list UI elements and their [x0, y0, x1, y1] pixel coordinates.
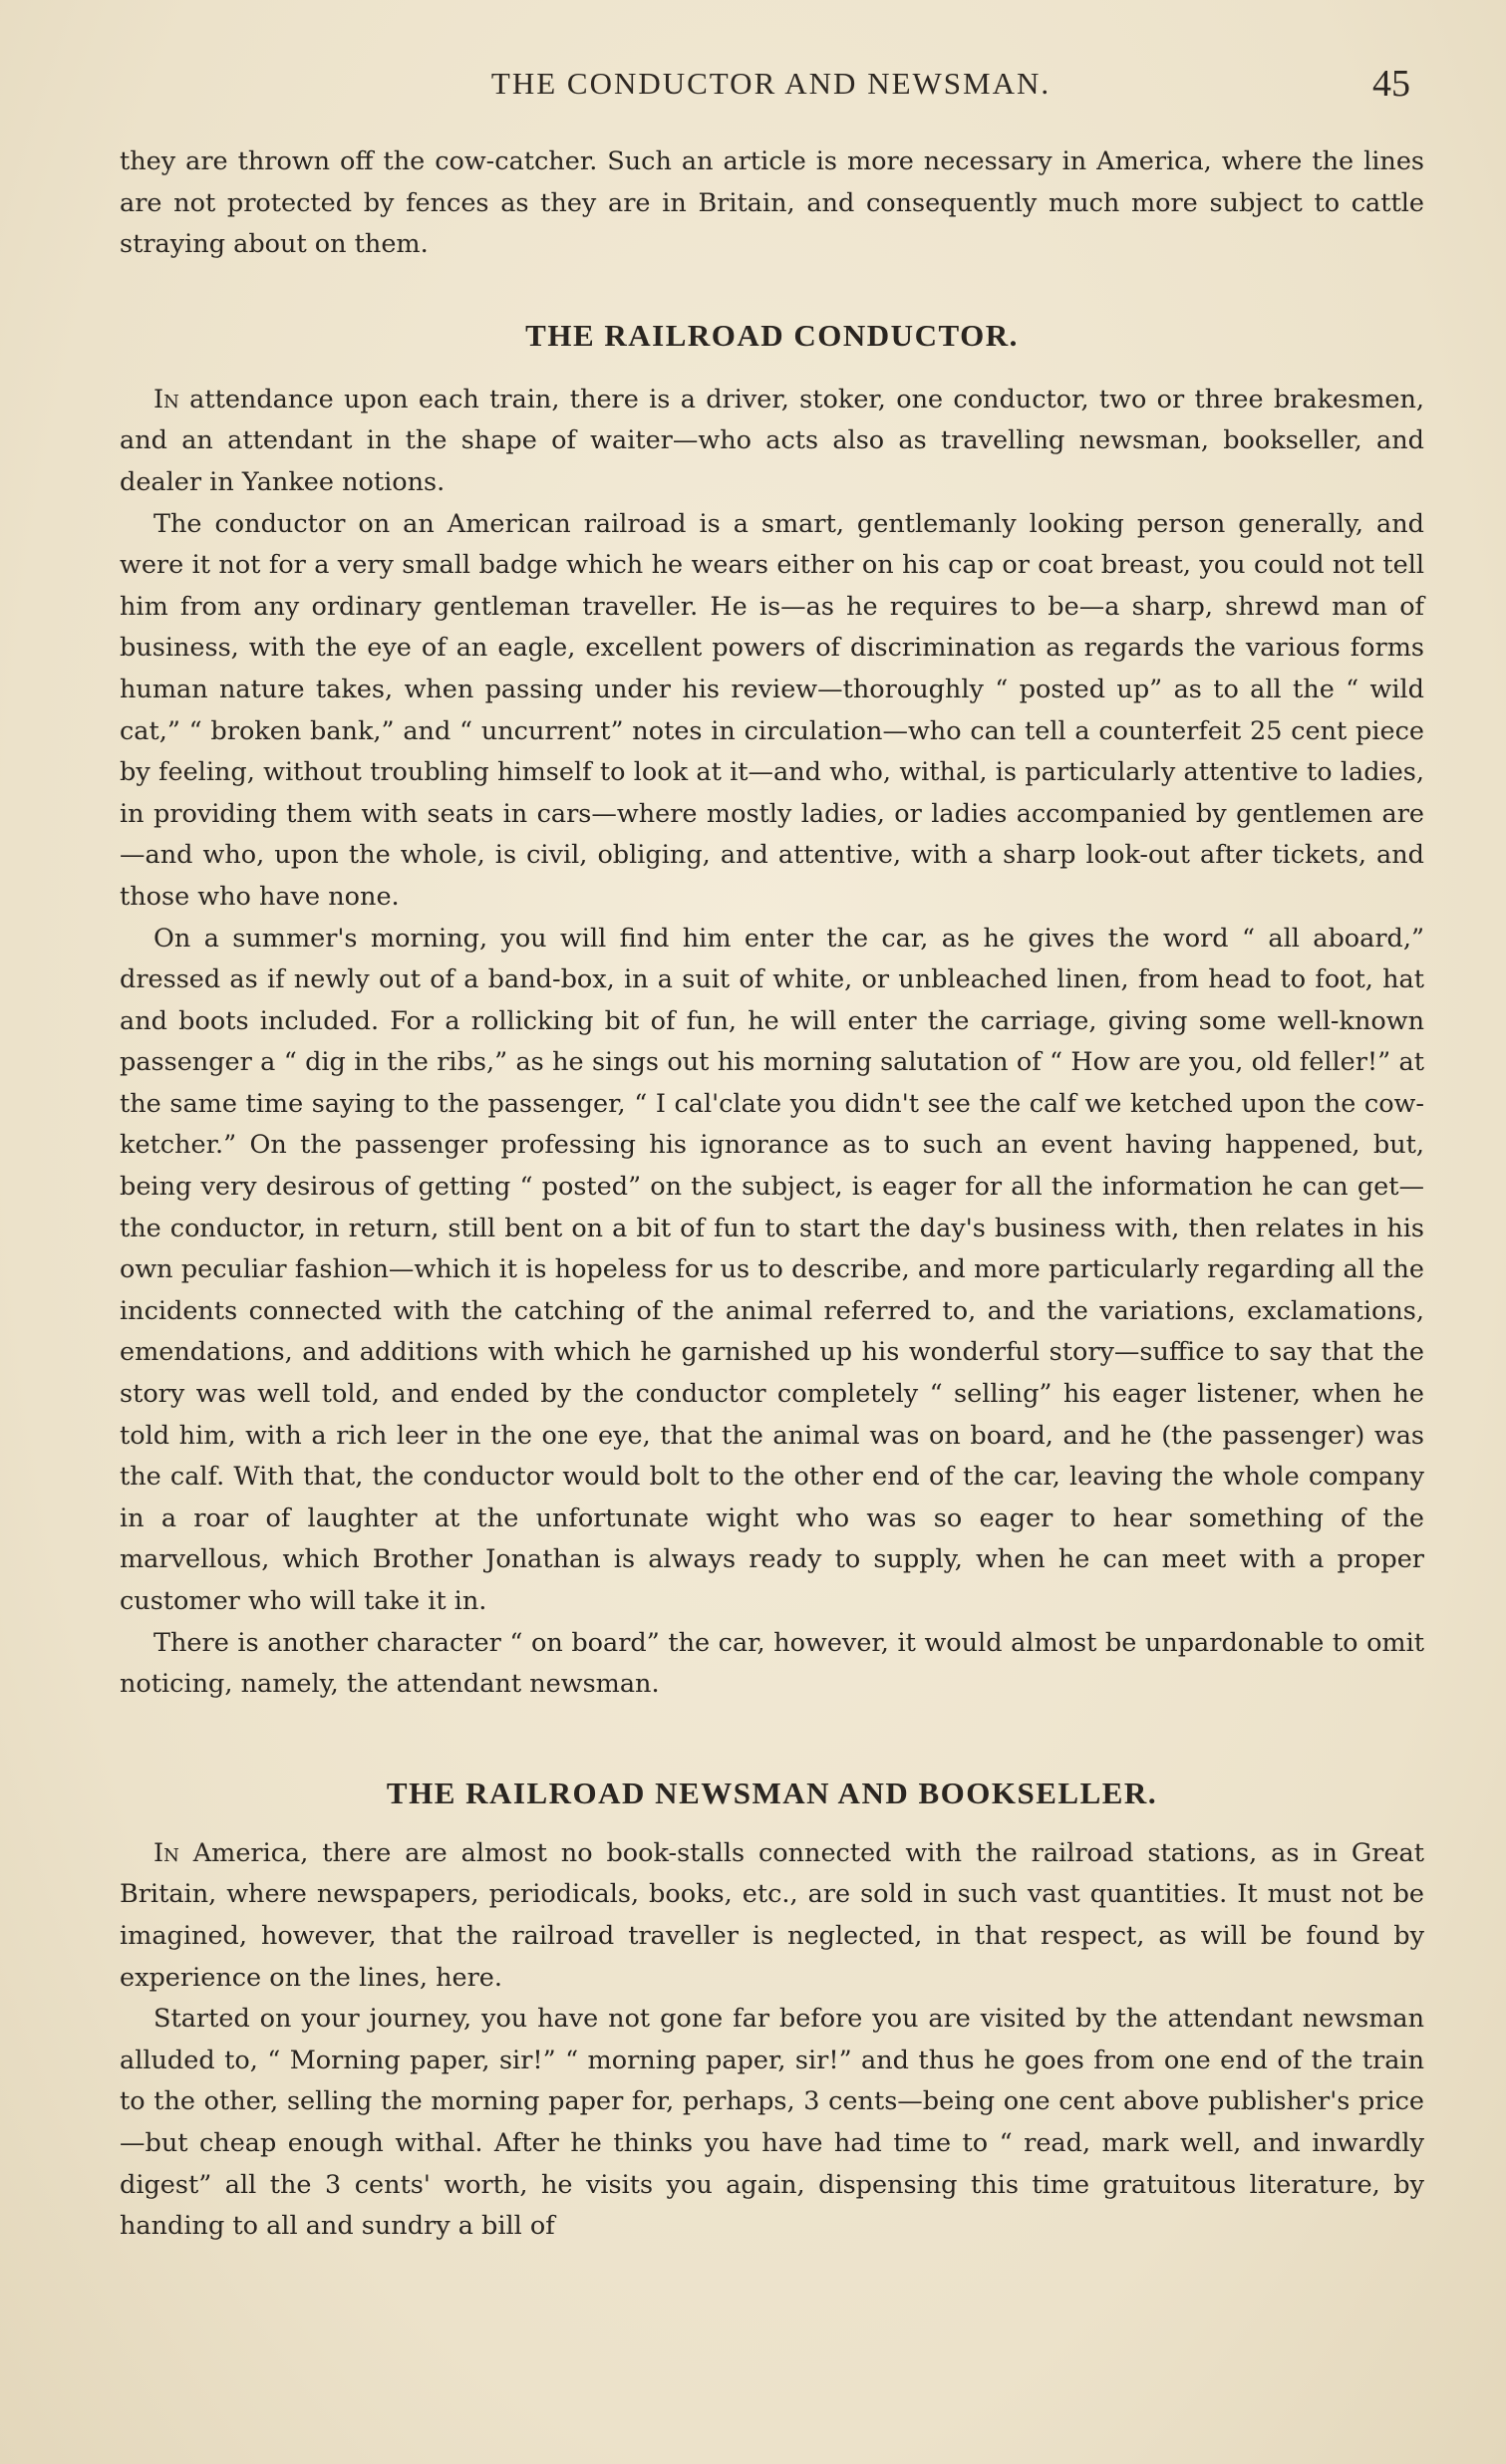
paragraph-lead-word: In: [153, 1837, 179, 1868]
paragraph-text: America, there are almost no book-stalls connected with the railroad stations, as in Great Britain, where newspapers, periodicals, books, etc., are sold in such vast quantities. It must not be imagined, however, that the railroad traveller is neglected, in that respect, as will be found by experience on the lines, here.: [120, 1837, 1424, 1993]
newsman-paragraph-1: [120, 1833, 1424, 1999]
page-body: [120, 141, 1424, 2248]
running-title: THE CONDUCTOR AND NEWSMAN.: [490, 66, 1052, 101]
page-number: 45: [1372, 63, 1410, 105]
paragraph-lead-word: In: [153, 384, 179, 414]
conductor-paragraph-1: [120, 380, 1424, 504]
newsman-paragraph-2: Started on your journey, you have not gone far before you are visited by the attendant newsman alluded to, “ Morning paper, sir!” “ morning paper, sir!” and thus he goes from one end of the train to the other, selling the morning paper for, perhaps, 3 cents—being one cent above publisher's price—but cheap enough withal. After he thinks you have had time to “ read, mark well, and inwardly digest” all the 3 cents' worth, he visits you again, dispensing this time gratuitous literature, by handing to all and sundry a bill of: [120, 2004, 1424, 2242]
conductor-paragraph-3: On a summer's morning, you will find him enter the car, as he gives the word “ all aboard,” dressed as if newly out of a band-box, in a suit of white, or unbleached linen, from head to foot, hat and boots included. For a rollicking bit of fun, he will enter the carriage, giving some well-known passenger a “ dig in the ribs,” as he sings out his morning salutation of “ How are you, old feller!” at the same time saying to the passenger, “ I cal'clate you didn't see the calf we ketched upon the cow-ketcher.” On the passenger professing his ignorance as to such an event having happened, but, being very desirous of getting “ posted” on the subject, is eager for all the information he can get—the conductor, in return, still bent on a bit of fun to start the day's business with, then relates in his own peculiar fashion—which it is hopeless for us to describe, and more particularly regarding all the incidents connected with the catching of the animal referred to, and the variations, exclamations, emendations, and additions with which he garnished up his wonderful story—suffice to say that the story was well told, and ended by the conductor completely “ selling” his eager listener, when he told him, with a rich leer in the one eye, that the animal was on board, and he (the passenger) was the calf. With that, the conductor would bolt to the other end of the car, leaving the whole company in a roar of laughter at the unfortunate wight who was so eager to hear something of the marvellous, which Brother Jonathan is always ready to supply, when he can meet with a proper customer who will take it in.: [120, 923, 1424, 1616]
section-heading-conductor: THE RAILROAD CONDUCTOR.: [525, 317, 1019, 353]
page-header: [120, 62, 1422, 112]
section-heading-newsman: THE RAILROAD NEWSMAN AND BOOKSELLER.: [386, 1775, 1158, 1810]
intro-paragraph: they are thrown off the cow-catcher. Such an article is more necessary in America, where the lines are not protected by fences as they are in Britain, and consequently much more subject to cattle straying about on them.: [120, 146, 1424, 260]
conductor-paragraph-2: The conductor on an American railroad is a smart, gentlemanly looking person generally, and were it not for a very small badge which he wears either on his cap or coat breast, you could not tell him from any ordinary gentleman traveller. He is—as he requires to be—a sharp, shrewd man of business, with the eye of an eagle, excellent powers of discrimination as regards the various forms human nature takes, when passing under his review—thoroughly “ posted up” as to all the “ wild cat,” “ broken bank,” and “ uncurrent” notes in circulation—who can tell a counterfeit 25 cent piece by feeling, without troubling himself to look at it—and who, withal, is particularly attentive to ladies, in providing them with seats in cars—where mostly ladies, or ladies accompanied by gentlemen are—and who, upon the whole, is civil, obliging, and attentive, with a sharp look-out after tickets, and those who have none.: [120, 508, 1424, 912]
conductor-paragraph-4: There is another character “ on board” the car, however, it would almost be unpardonable to omit noticing, namely, the attendant newsman.: [120, 1627, 1424, 1700]
paragraph-text: attendance upon each train, there is a driver, stoker, one conductor, two or three brakesmen, and an attendant in the shape of waiter—who acts also as travelling newsman, bookseller, and dealer in Yankee notions.: [120, 384, 1424, 497]
